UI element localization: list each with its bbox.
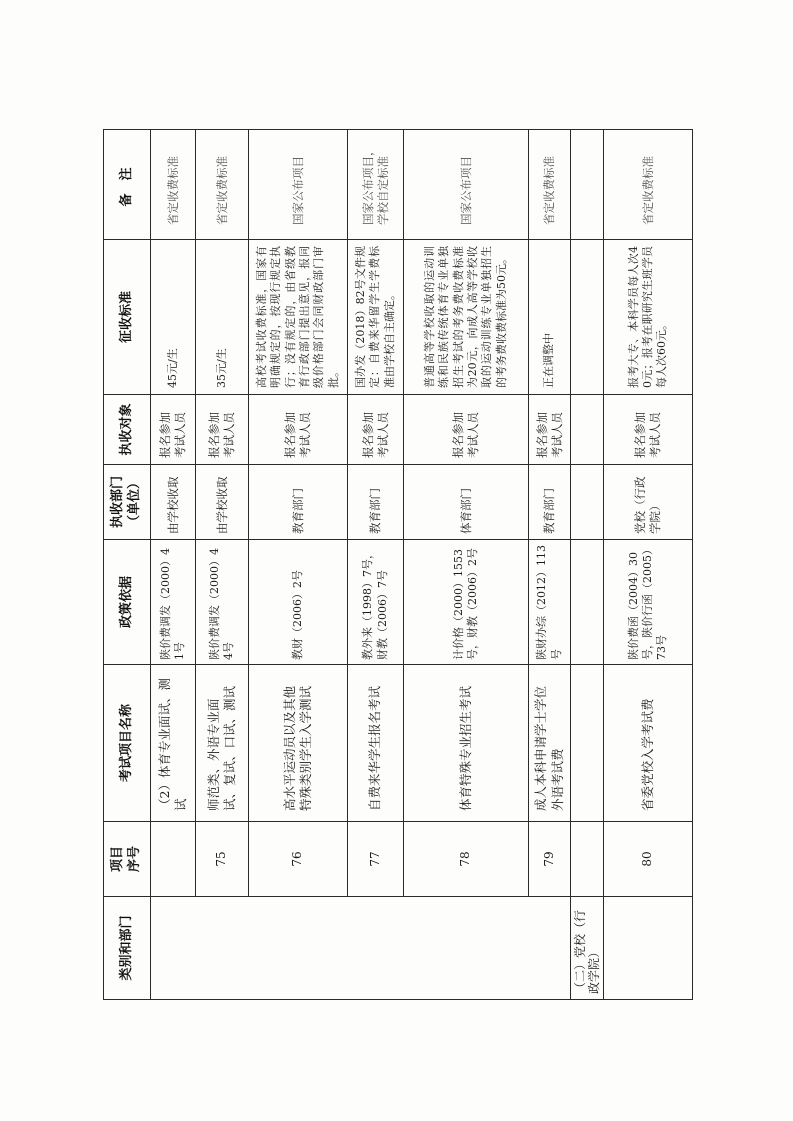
exam-item-name-cell: 省委党校入学考试费 — [604, 665, 693, 822]
collecting-department-cell: 教育部门 — [348, 465, 404, 540]
exam-fee-table — [103, 129, 693, 1000]
header-item-number-line1: 项目 — [110, 846, 126, 873]
header-exam-item-name: 考试项目名称 — [104, 665, 151, 822]
section-category-cell: （二）党校（行政学院） — [571, 897, 604, 1000]
collecting-department-cell — [571, 465, 604, 540]
header-fee-standard: 征收标准 — [104, 240, 151, 395]
item-number-cell: 77 — [348, 822, 404, 897]
fee-table-sheet — [103, 130, 692, 1000]
table-header-row — [104, 130, 151, 1000]
policy-basis-cell: 教外来（1998）7号，财教（2006）7号 — [348, 540, 404, 665]
header-payer: 执收对象 — [104, 395, 151, 465]
header-remarks: 备注 — [104, 130, 151, 240]
item-number-cell: 80 — [604, 822, 693, 897]
item-number-cell: 78 — [404, 822, 529, 897]
fee-standard-cell: 高校考试收费标准，国家有明确规定的，按现行规定执行；没有规定的，由省级教育行政部门提出意见，报同级价格部门会同财政部门审批。 — [249, 240, 348, 395]
policy-basis-cell: 陕价费调发（2000）41号 — [151, 540, 196, 665]
table-row — [151, 130, 196, 1000]
fee-standard-cell: 45元/生 — [151, 240, 196, 395]
fee-standard-cell: 国办发（2018）82号文件规定：自费来华留学生学费标准由学校自主确定。 — [348, 240, 404, 395]
table-row — [529, 130, 571, 1000]
header-collecting-department — [104, 465, 151, 540]
policy-basis-cell: 计价格（2000）1553号，财教（2006）2号 — [404, 540, 529, 665]
item-number-cell — [571, 822, 604, 897]
fee-standard-cell: 35元/生 — [196, 240, 249, 395]
payer-cell: 报名参加考试人员 — [348, 395, 404, 465]
exam-item-name-cell: 高水平运动员以及其他特殊类别学生入学测试 — [249, 665, 348, 822]
payer-cell: 报名参加考试人员 — [196, 395, 249, 465]
category-cell-empty — [604, 897, 693, 1000]
item-number-cell — [151, 822, 196, 897]
header-policy-basis: 政策依据 — [104, 540, 151, 665]
policy-basis-cell: 陕财办综（2012）113号 — [529, 540, 571, 665]
table-row — [196, 130, 249, 1000]
item-number-cell: 76 — [249, 822, 348, 897]
remarks-cell: 省定收费标准 — [529, 130, 571, 240]
collecting-department-cell: 由学校收取 — [196, 465, 249, 540]
exam-item-name-cell: 师范类、外语专业面试、复试、口试、测试 — [196, 665, 249, 822]
exam-item-name-cell: 体育特殊专业招生考试 — [404, 665, 529, 822]
fee-standard-cell — [571, 240, 604, 395]
exam-item-name-cell — [571, 665, 604, 822]
exam-item-name-cell: （2）体育专业面试、测试 — [151, 665, 196, 822]
header-collecting-department-line1: 执收部门 — [110, 476, 126, 529]
payer-cell: 报名参加考试人员 — [151, 395, 196, 465]
collecting-department-cell: 党校（行政学院） — [604, 465, 693, 540]
remarks-cell: 省定收费标准 — [151, 130, 196, 240]
table-row — [404, 130, 529, 1000]
payer-cell: 报名参加考试人员 — [404, 395, 529, 465]
policy-basis-cell — [571, 540, 604, 665]
fee-standard-cell: 普通高等学校收取的运动训练和民族传统体育专业单独招生考试的考务费收费标准为20元，向成人高等学校收取的运动训练专业单独招生的考务费收费标准为50元。 — [404, 240, 529, 395]
item-number-cell: 75 — [196, 822, 249, 897]
fee-standard-cell: 报考大专、本科学员每人次40元；报考在职研究生班学员每人次60元。 — [604, 240, 693, 395]
remarks-cell: 省定收费标准 — [196, 130, 249, 240]
table-row — [249, 130, 348, 1000]
payer-cell: 报名参加考试人员 — [604, 395, 693, 465]
policy-basis-cell: 陕价费函（2004）30号，陕价行函（2005）73号 — [604, 540, 693, 665]
header-category: 类别和部门 — [104, 897, 151, 1000]
collecting-department-cell: 教育部门 — [529, 465, 571, 540]
table-row — [348, 130, 404, 1000]
collecting-department-cell: 由学校收取 — [151, 465, 196, 540]
payer-cell: 报名参加考试人员 — [249, 395, 348, 465]
remarks-cell: 国家公布项目 — [249, 130, 348, 240]
payer-cell: 报名参加考试人员 — [529, 395, 571, 465]
header-collecting-department-line2: （单位） — [127, 476, 142, 529]
remarks-cell — [571, 130, 604, 240]
category-cell-empty — [151, 897, 571, 1000]
exam-item-name-cell: 成人本科申请学士学位外语考试费 — [529, 665, 571, 822]
table-row — [604, 130, 693, 1000]
collecting-department-cell: 体育部门 — [404, 465, 529, 540]
remarks-cell: 省定收费标准 — [604, 130, 693, 240]
policy-basis-cell: 教财（2006）2号 — [249, 540, 348, 665]
collecting-department-cell: 教育部门 — [249, 465, 348, 540]
remarks-cell: 国家公布项目 — [404, 130, 529, 240]
section-row — [571, 130, 604, 1000]
item-number-cell: 79 — [529, 822, 571, 897]
remarks-cell: 国家公布项目，学校自定标准 — [348, 130, 404, 240]
fee-standard-cell: 正在调整中 — [529, 240, 571, 395]
policy-basis-cell: 陕价费调发（2000）44号 — [196, 540, 249, 665]
header-item-number-line2: 序号 — [127, 846, 142, 873]
payer-cell — [571, 395, 604, 465]
header-item-number — [104, 822, 151, 897]
exam-item-name-cell: 自费来华学生报名考试 — [348, 665, 404, 822]
